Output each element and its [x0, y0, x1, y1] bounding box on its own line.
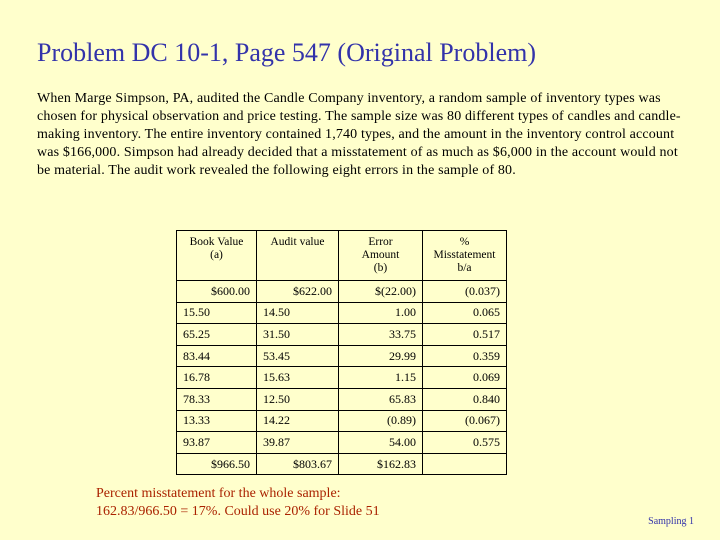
header-line: Audit value	[270, 236, 325, 248]
error-amount-cell: $(22.00)	[339, 281, 423, 303]
header-line: Error	[368, 236, 393, 248]
table-row	[177, 302, 507, 324]
header-line: Book Value	[189, 236, 244, 248]
header-line: (a)	[210, 249, 223, 261]
book-value-cell: 65.25	[177, 324, 257, 346]
pct-misstatement-cell: 0.069	[423, 367, 507, 389]
error-amount-cell: 1.00	[339, 302, 423, 324]
audit-value-cell: 12.50	[257, 388, 339, 410]
pct-misstatement-cell: (0.037)	[423, 281, 507, 303]
table-total-row	[177, 453, 507, 475]
error-amount-cell: 29.99	[339, 345, 423, 367]
problem-paragraph: When Marge Simpson, PA, audited the Candle Company inventory, a random sample of inventory types was chosen for physical observation and price testing. The sample size was 80 different types of candles and candle-making inventory. The entire inventory contained 1,740 types, and the amount in the inventory control account was $166,000. Simpson had already decided that a misstatement of as much as $6,000 in the account would not be material. The audit work revealed the following eight errors in the sample of 80.	[37, 91, 681, 178]
slide-number: Sampling 1	[648, 516, 694, 527]
error-amount-cell: (0.89)	[339, 410, 423, 432]
pct-misstatement-cell: 0.065	[423, 302, 507, 324]
book-value-cell: 93.87	[177, 432, 257, 454]
pct-misstatement-total-cell	[423, 453, 507, 475]
book-value-cell: 13.33	[177, 410, 257, 432]
book-value-total-cell: $966.50	[177, 453, 257, 475]
book-value-cell: 83.44	[177, 345, 257, 367]
audit-value-cell: $622.00	[257, 281, 339, 303]
table-row	[177, 432, 507, 454]
header-line: Amount	[361, 249, 400, 261]
error-amount-cell: 1.15	[339, 367, 423, 389]
header-audit-value	[257, 231, 339, 281]
header-book-value	[177, 231, 257, 281]
book-value-cell: 78.33	[177, 388, 257, 410]
error-amount-total-cell: $162.83	[339, 453, 423, 475]
pct-misstatement-cell: 0.840	[423, 388, 507, 410]
table-row	[177, 345, 507, 367]
pct-misstatement-cell: 0.575	[423, 432, 507, 454]
table-row	[177, 281, 507, 303]
header-pct-misstatement	[423, 231, 507, 281]
table-header-row	[177, 231, 507, 281]
audit-value-total-cell: $803.67	[257, 453, 339, 475]
error-amount-cell: 54.00	[339, 432, 423, 454]
header-line: Misstatement	[433, 249, 496, 261]
header-line: b/a	[457, 262, 472, 274]
audit-value-cell: 14.50	[257, 302, 339, 324]
footnote	[96, 485, 380, 521]
footnote-line-2: 162.83/966.50 = 17%. Could use 20% for Slide 51	[96, 504, 380, 519]
audit-value-cell: 39.87	[257, 432, 339, 454]
table-row	[177, 388, 507, 410]
pct-misstatement-cell: 0.517	[423, 324, 507, 346]
header-line: (b)	[373, 262, 388, 274]
pct-misstatement-cell: (0.067)	[423, 410, 507, 432]
error-amount-cell: 65.83	[339, 388, 423, 410]
audit-value-cell: 15.63	[257, 367, 339, 389]
error-amount-cell: 33.75	[339, 324, 423, 346]
header-error-amount	[339, 231, 423, 281]
book-value-cell: 16.78	[177, 367, 257, 389]
pct-misstatement-cell: 0.359	[423, 345, 507, 367]
footnote-line-1: Percent misstatement for the whole sample:	[96, 486, 341, 501]
audit-value-cell: 53.45	[257, 345, 339, 367]
audit-value-cell: 14.22	[257, 410, 339, 432]
table-row	[177, 324, 507, 346]
table-row	[177, 367, 507, 389]
audit-value-cell: 31.50	[257, 324, 339, 346]
header-line: %	[459, 236, 470, 248]
slide-title: Problem DC 10-1, Page 547 (Original Problem)	[37, 38, 536, 67]
book-value-cell: $600.00	[177, 281, 257, 303]
book-value-cell: 15.50	[177, 302, 257, 324]
errors-table-container	[176, 230, 507, 475]
errors-table	[176, 230, 507, 475]
table-row	[177, 410, 507, 432]
